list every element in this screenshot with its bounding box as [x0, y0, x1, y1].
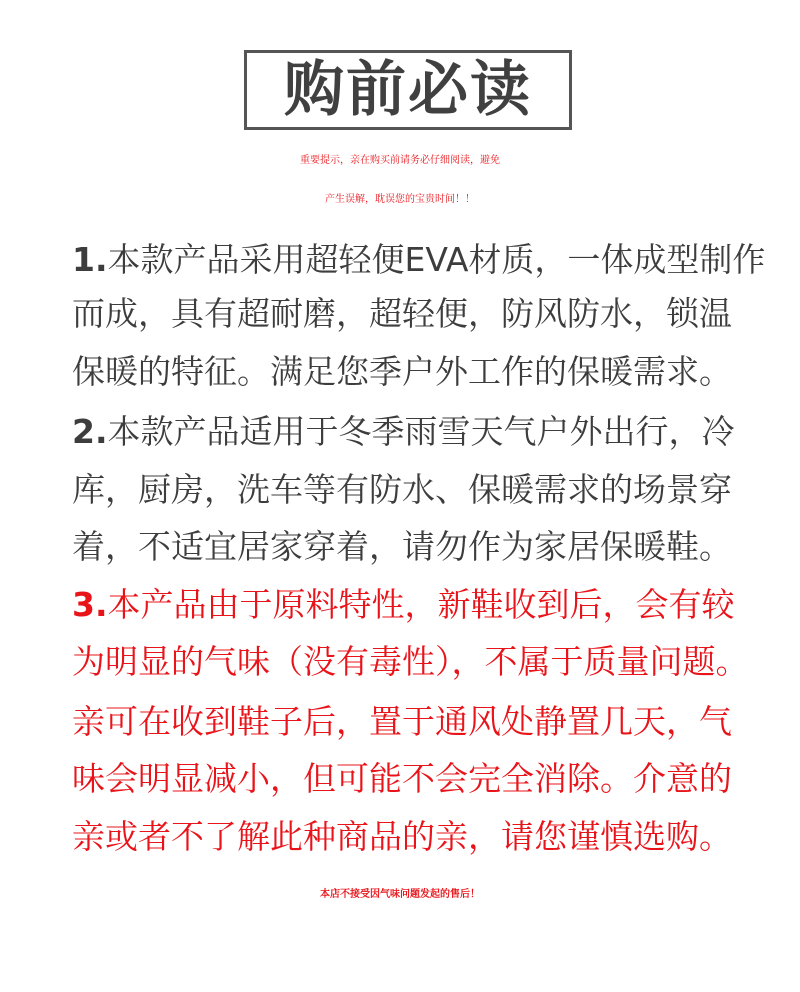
item-3-line-2: 为明显的气味（没有毒性），不属于质量问题。: [72, 642, 749, 681]
page-title: 购前必读: [284, 55, 532, 125]
item-2-line-1: [72, 412, 735, 451]
notice-line-1: 重要提示，亲在购买前请务必仔细阅读，避免: [300, 155, 500, 166]
item-2-line-2: 库，厨房，洗车等有防水、保暖需求的场景穿: [72, 470, 732, 509]
item-2-line-3: 着，不适宜居家穿着，请勿作为家居保暖鞋。: [72, 527, 732, 566]
notice-line-2: 产生误解，耽误您的宝贵时间！！: [325, 194, 475, 205]
item-3-number: 3.: [72, 585, 108, 624]
item-2-number: 2.: [72, 412, 108, 451]
item-3-line-4: 味会明显减小，但可能不会完全消除。介意的: [72, 759, 732, 798]
footer-warning: 本店不接受因气味问题发起的售后！: [320, 889, 480, 900]
item-3-text-1: 本产品由于原料特性，新鞋收到后，会有较: [107, 585, 735, 624]
item-1-text-1: 本款产品采用超轻便EVA材质，一体成型制作: [107, 240, 766, 279]
item-1-line-1: [72, 240, 766, 279]
item-1-line-3: 保暖的特征。满足您季户外工作的保暖需求。: [72, 352, 732, 391]
title-box: [244, 50, 572, 130]
item-3-line-3: 亲可在收到鞋子后，置于通风处静置几天，气: [72, 702, 732, 741]
item-1-number: 1.: [72, 240, 108, 279]
item-2-text-1: 本款产品适用于冬季雨雪天气户外出行，冷: [107, 412, 735, 451]
item-3-line-1: [72, 585, 735, 624]
item-1-line-2: 而成，具有超耐磨，超轻便，防风防水，锁温: [72, 294, 732, 333]
item-3-line-5: 亲或者不了解此种商品的亲，请您谨慎选购。: [72, 817, 732, 856]
